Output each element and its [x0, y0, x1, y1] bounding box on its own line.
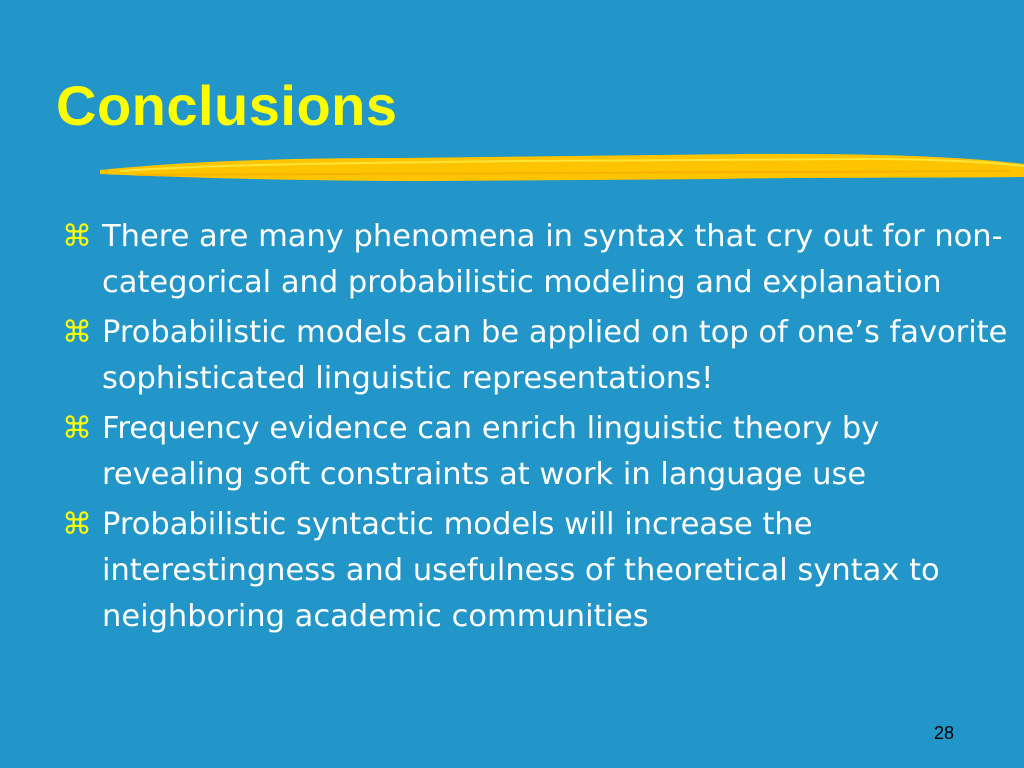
bullet-item	[60, 214, 1020, 306]
bullet-text: Probabilistic syntactic models will increase the interestingness and usefulness of theoretical syntax to neighboring academic communities	[102, 507, 940, 634]
command-key-icon: ⌘	[62, 507, 92, 542]
bullet-item	[60, 406, 1020, 498]
bullet-item	[60, 310, 1020, 402]
command-key-icon: ⌘	[62, 411, 92, 446]
bullet-list	[60, 214, 1020, 644]
page-number: 28	[934, 723, 955, 743]
command-key-icon: ⌘	[62, 315, 92, 350]
title-underline-stroke	[100, 146, 1024, 190]
bullet-text: Probabilistic models can be applied on top of one’s favorite sophisticated linguistic representations!	[102, 315, 1008, 396]
bullet-text: Frequency evidence can enrich linguistic theory by revealing soft constraints at work in language use	[102, 411, 880, 492]
bullet-item	[60, 502, 1020, 640]
slide-title: Conclusions	[56, 74, 398, 137]
bullet-text: There are many phenomena in syntax that cry out for non-categorical and probabilistic modeling and explanation	[102, 219, 1003, 300]
command-key-icon: ⌘	[62, 219, 92, 254]
